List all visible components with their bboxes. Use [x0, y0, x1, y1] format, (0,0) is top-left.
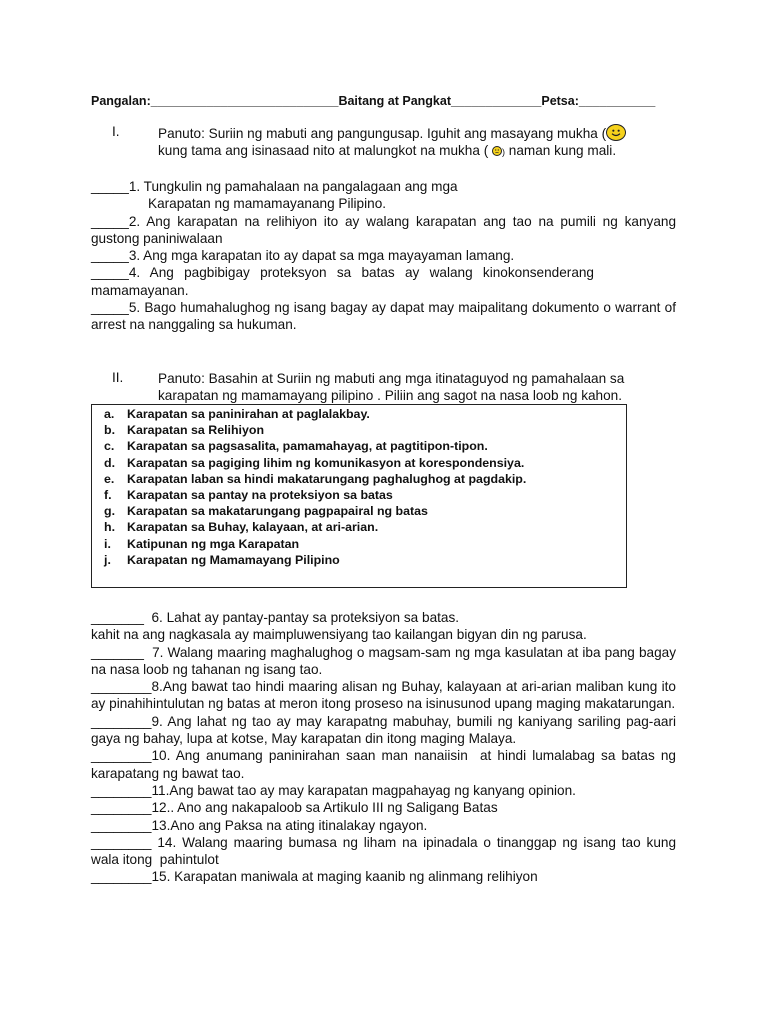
choice-e [104, 471, 526, 487]
answer-blank: _____ [91, 300, 129, 316]
question-15 [91, 868, 676, 885]
question-14 [91, 834, 680, 869]
section2-numeral: II. [112, 370, 124, 385]
question-text: 14. Walang maaring bumasa ng liham na ipinadala o tinanggap ng isang tao kung wala itong pahintulot [91, 834, 680, 868]
answer-blank: ________ [91, 713, 152, 729]
choice-letter: g. [104, 504, 116, 519]
choice-c [104, 438, 526, 454]
question-text: 10. Ang anumang paninirahan saan man nanaiisin at hindi lumalabag sa batas ng karapatang ng bawat tao. [91, 748, 680, 781]
answer-blank: _____ [91, 213, 129, 229]
choice-f [104, 487, 526, 503]
section2-instructions [158, 370, 688, 404]
question-text: 11.Ang bawat tao ay may karapatan magpahayag ng kanyang opinion. [151, 782, 576, 798]
section2-questions [91, 609, 680, 886]
answer-blank: _______ [91, 644, 144, 660]
question-text: 1. Tungkulin ng pamahalaan na pangalagaan ang mga [128, 179, 458, 194]
section1-instructions: Panuto: Suriin ng mabuti ang pangungusap. Iguhit ang masayang mukha ( kung tama ang isinasaad nito at malungkot na mukha ( ) naman kung mali. [158, 124, 688, 161]
choice-d [104, 455, 526, 471]
choice-text: Karapatan sa pantay na proteksiyon sa batas [127, 488, 393, 503]
question-5 [91, 299, 676, 334]
choice-letter: j. [104, 552, 111, 567]
choice-letter: b. [104, 423, 116, 438]
question-text: 13.Ano ang Paksa na ating itinalakay ngayon. [151, 817, 428, 833]
choice-letter: f. [104, 488, 112, 503]
choice-text: Karapatan sa pagsasalita, pamamahayag, at pagtitipon-tipon. [127, 439, 488, 454]
choice-text: Katipunan ng mga Karapatan [127, 536, 300, 551]
choice-text: Karapatan ng Mamamayang Pilipino [127, 552, 340, 567]
answer-blank: ________ [91, 748, 152, 764]
answer-blank: ________ [91, 869, 152, 885]
choice-i [104, 536, 526, 552]
section1-numeral: I. [112, 124, 120, 139]
question-text: 3. Ang mga karapatan ito ay dapat sa mga mayayaman lamang. [128, 248, 515, 264]
choice-b [104, 422, 526, 438]
grade-blank: _____________ [450, 94, 542, 108]
question-11 [91, 782, 676, 799]
answer-blank: _____ [91, 179, 129, 194]
question-text: 4. Ang pagbibigay proteksyon sa batas ay walang kinokonsenderang mamamayanan. [91, 265, 594, 298]
answer-blank: ________ [91, 834, 152, 850]
happy-face-icon [606, 124, 626, 141]
choice-letter: e. [104, 471, 115, 486]
section1-instr-part3: naman kung mali. [508, 143, 617, 158]
question-1 [91, 178, 676, 195]
section2-instr-line2: karapatan ng mamamayang pilipino . Piliin ang sagot na nasa loob ng kahon. [158, 388, 623, 403]
question-6-cont [91, 626, 676, 643]
choice-letter: i. [104, 536, 111, 551]
question-text: 15. Karapatan maniwala at maging kaanib ng alinmang relihiyon [151, 869, 538, 885]
answer-blank: _______ [91, 610, 144, 625]
answer-blank: ________ [91, 782, 152, 798]
choice-text: Karapatan sa pagiging lihim ng komunikasyon at korespondensiya. [127, 455, 525, 470]
answer-blank: ________ [91, 800, 152, 816]
question-1-cont: Karapatan ng mamamayanang Pilipino. [148, 196, 387, 212]
choice-a [104, 406, 526, 422]
question-text: 7. Walang maaring maghalughog o magsam-sam ng mga kasulatan at iba pang bagay na nasa loob ng tahanan ng isang tao. [91, 644, 680, 677]
section1-instr-part2: kung tama ang isinasaad nito at malungkot na mukha ( [158, 143, 489, 158]
choice-text: Karapatan sa Relihiyon [127, 423, 265, 438]
section1-questions [91, 178, 676, 334]
question-9 [91, 713, 676, 748]
section1-instr-part1: Panuto: Suriin ng mabuti ang pangungusap. Iguhit ang masayang mukha ( [158, 126, 607, 141]
choice-letter: c. [104, 439, 115, 454]
question-text: 6. Lahat ay pantay-pantay sa proteksiyon sa batas. [143, 610, 460, 625]
question-text: kahit na ang nagkasala ay maimpluwensiyang tao kailangan bigyan din ng parusa. [91, 627, 587, 643]
header [91, 94, 691, 108]
choice-letter: a. [104, 407, 115, 421]
question-text: 8.Ang bawat tao hindi maaring alisan ng Buhay, kalayaan at ari-arian maliban kung ito ay pinahihintulutan ng batas at meron itong proseso na isinusunod upang maging makatarungan. [91, 679, 676, 712]
question-4 [91, 264, 676, 299]
choices-list [104, 406, 526, 568]
choice-g [104, 503, 526, 519]
question-2 [91, 213, 676, 248]
name-label: Pangalan: [91, 94, 151, 108]
question-text: 9. Ang lahat ng tao ay may karapatng mabuhay, bumili ng kaniyang sariling pag-aari gaya ng bahay, lupa at kotse, May karapatan din itong maging Malaya. [91, 713, 676, 747]
choice-letter: h. [104, 520, 116, 535]
choice-text: Karapatan sa paninirahan at paglalakbay. [127, 407, 370, 421]
question-8 [91, 678, 676, 713]
date-blank: ___________ [578, 94, 656, 108]
question-3 [91, 247, 676, 264]
name-blank: ___________________________ [150, 94, 339, 108]
choice-j [104, 552, 526, 568]
choice-text: Karapatan laban sa hindi makatarungang paghalughog at pagdakip. [127, 471, 527, 486]
question-13 [91, 817, 676, 834]
question-text: 2. Ang karapatan na relihiyon ito ay walang karapatan ang tao na pumili ng kanyang gustong paniniwalaan [91, 213, 676, 246]
answer-blank: ________ [91, 817, 152, 833]
answer-blank: _____ [91, 265, 129, 281]
question-10 [91, 747, 680, 782]
choice-text: Karapatan sa Buhay, kalayaan, at ari-arian. [127, 520, 379, 535]
choice-letter: d. [104, 455, 116, 470]
question-text: 12.. Ano ang nakapaloob sa Artikulo III ng Saligang Batas [151, 800, 498, 816]
section2-instr-line1: Panuto: Basahin at Suriin ng mabuti ang mga itinataguyod ng pamahalaan sa [158, 371, 625, 386]
answer-blank: _____ [91, 248, 129, 264]
answer-blank: ________ [91, 679, 152, 695]
question-12 [91, 799, 676, 816]
grade-label: Baitang at Pangkat [338, 94, 451, 108]
question-6 [91, 609, 676, 626]
sad-face-icon [492, 146, 502, 156]
question-7 [91, 644, 680, 679]
question-text: 5. Bago humahalughog ng isang bagay ay dapat may maipalitang dokumento o warrant of arrest na nanggaling sa hukuman. [91, 300, 676, 333]
date-label: Petsa: [541, 94, 579, 108]
choice-h [104, 519, 526, 535]
choice-text: Karapatan sa makatarungang pagpapairal ng batas [127, 504, 428, 519]
